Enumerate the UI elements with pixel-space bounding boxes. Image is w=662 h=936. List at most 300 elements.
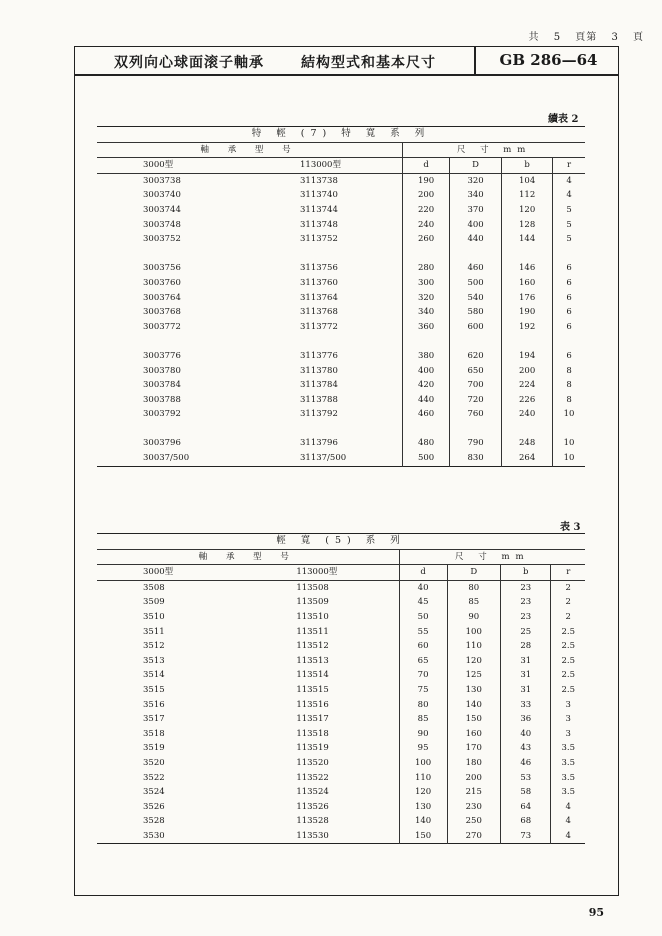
table-cell: 36 [501, 712, 551, 727]
table-cell: 8 [566, 394, 572, 405]
table-cell: 790 [449, 436, 501, 451]
table-cell: 113524 [232, 785, 399, 800]
table-cell: 224 [502, 378, 553, 393]
table-cell: 90 [447, 610, 500, 625]
table-cell: 3522 [143, 772, 165, 783]
table-cell: 3510 [143, 611, 165, 622]
table-cell: 100 [399, 756, 447, 771]
table-cell: 580 [449, 305, 501, 320]
series-title: 特 輕 (7) 特 寬 系 列 [97, 127, 585, 143]
table-cell: 440 [449, 232, 501, 247]
table-cell: 3.5 [561, 743, 575, 754]
table-cell: 120 [447, 654, 500, 669]
table-cell: 4 [566, 190, 572, 201]
table-cell: 3.5 [561, 772, 575, 783]
table-row [97, 232, 585, 247]
table-cell: 3113788 [236, 393, 403, 408]
table-cell: 10 [563, 453, 575, 464]
table-cell: 460 [449, 261, 501, 276]
table-cell: 3515 [143, 684, 165, 695]
table-cell: 176 [502, 291, 553, 306]
table-cell: 2.5 [561, 641, 575, 652]
table-cell: 8 [566, 365, 572, 376]
table-cell: 3528 [143, 816, 165, 827]
table-cell: 180 [447, 756, 500, 771]
group-spacer [97, 247, 585, 262]
table-cell: 226 [502, 393, 553, 408]
table-cell: 90 [399, 727, 447, 742]
table-cell: 440 [403, 393, 450, 408]
column-header: b [501, 565, 551, 581]
table-cell: 40 [399, 580, 447, 595]
page-number: 95 [588, 906, 604, 919]
table-cell: 4 [566, 175, 572, 186]
total-label: 共 [528, 32, 540, 43]
table-row [97, 814, 585, 829]
table-cell: 3003752 [143, 234, 181, 245]
table2-caption: 續表 2 [548, 114, 579, 125]
table-cell: 4 [565, 816, 571, 827]
table-cell: 30037/500 [143, 453, 190, 464]
table-cell: 2.5 [561, 655, 575, 666]
spacer-cell [236, 334, 403, 349]
table-cell: 3003784 [143, 380, 181, 391]
table-cell: 113530 [232, 829, 399, 844]
table-cell: 3511 [143, 626, 165, 637]
table-cell: 160 [447, 727, 500, 742]
table-cell: 200 [447, 771, 500, 786]
table-cell: 112 [502, 188, 553, 203]
table-cell: 2.5 [561, 684, 575, 695]
table-row [97, 218, 585, 233]
table-cell: 370 [449, 203, 501, 218]
spacer-cell [236, 422, 403, 437]
table-cell: 28 [501, 639, 551, 654]
table-cell: 80 [399, 698, 447, 713]
table-cell: 128 [502, 218, 553, 233]
table-cell: 3509 [143, 597, 165, 608]
table-row [97, 683, 585, 698]
table-row [97, 305, 585, 320]
table-row [97, 173, 585, 188]
column-header: 113000型 [236, 158, 403, 174]
table-row [97, 712, 585, 727]
table-cell: 46 [501, 756, 551, 771]
table-cell: 420 [403, 378, 450, 393]
spacer-cell [97, 422, 236, 437]
table-cell: 113508 [232, 580, 399, 595]
table-cell: 700 [449, 378, 501, 393]
table-cell: 3519 [143, 743, 165, 754]
table-cell: 3113760 [236, 276, 403, 291]
table-cell: 380 [403, 349, 450, 364]
table-cell: 3.5 [561, 757, 575, 768]
table-cell: 3113796 [236, 436, 403, 451]
column-header: D [447, 565, 500, 581]
table-cell: 125 [447, 668, 500, 683]
table-cell: 3003756 [143, 263, 181, 274]
table-cell: 3 [565, 714, 571, 725]
table-cell: 10 [563, 438, 575, 449]
table-row [97, 654, 585, 669]
table-cell: 31137/500 [236, 451, 403, 466]
table-cell: 500 [449, 276, 501, 291]
table-cell: 3113784 [236, 378, 403, 393]
table-cell: 240 [502, 407, 553, 422]
series-title: 輕 寬 (5) 系 列 [97, 534, 585, 550]
spacer-cell [502, 334, 553, 349]
table-cell: 120 [399, 785, 447, 800]
spacer-cell [403, 334, 450, 349]
table-cell: 4 [565, 801, 571, 812]
table-cell: 400 [403, 364, 450, 379]
table-cell: 194 [502, 349, 553, 364]
table-cell: 130 [447, 683, 500, 698]
table-cell: 4 [565, 830, 571, 841]
column-header: d [399, 565, 447, 581]
table-cell: 113520 [232, 756, 399, 771]
table-cell: 6 [566, 277, 572, 288]
table-cell: 58 [501, 785, 551, 800]
table-cell: 3113756 [236, 261, 403, 276]
table-cell: 150 [399, 829, 447, 844]
table-cell: 3113792 [236, 407, 403, 422]
table-cell: 360 [403, 320, 450, 335]
table-cell: 113517 [232, 712, 399, 727]
table-cell: 2.5 [561, 670, 575, 681]
table-cell: 340 [449, 188, 501, 203]
table-cell: 2 [565, 611, 571, 622]
table-row [97, 771, 585, 786]
table-cell: 25 [501, 625, 551, 640]
table-cell: 540 [449, 291, 501, 306]
doc-subtitle: 結构型式和基本尺寸 [301, 55, 436, 71]
table-cell: 31 [501, 668, 551, 683]
table-cell: 3003738 [143, 175, 181, 186]
table-cell: 3113776 [236, 349, 403, 364]
dimensions-group: 尺 寸 mm [403, 142, 585, 158]
total-pages: 5 [553, 32, 562, 43]
bearing-type-group: 軸 承 型 号 [97, 142, 403, 158]
table-cell: 43 [501, 741, 551, 756]
table-cell: 230 [447, 800, 500, 815]
series-title-row [97, 534, 585, 550]
spacer-cell [236, 247, 403, 262]
table-cell: 215 [447, 785, 500, 800]
page-suffix: 頁 [633, 32, 644, 43]
table-cell: 113513 [232, 654, 399, 669]
table-cell: 110 [399, 771, 447, 786]
table-cell: 113526 [232, 800, 399, 815]
table-cell: 3512 [143, 641, 165, 652]
table-cell: 8 [566, 380, 572, 391]
table-row [97, 668, 585, 683]
table-cell: 3508 [143, 582, 165, 593]
table-cell: 113528 [232, 814, 399, 829]
spacer-cell [403, 422, 450, 437]
table-cell: 3518 [143, 728, 165, 739]
series-title-row [97, 127, 585, 143]
table-cell: 113511 [232, 625, 399, 640]
table-cell: 650 [449, 364, 501, 379]
table-cell: 3.5 [561, 787, 575, 798]
table-cell: 3003796 [143, 438, 181, 449]
group-spacer [97, 422, 585, 437]
table-cell: 113512 [232, 639, 399, 654]
table-cell: 3003760 [143, 277, 181, 288]
table-cell: 5 [566, 204, 572, 215]
table-cell: 68 [501, 814, 551, 829]
spacer-cell [553, 422, 585, 437]
table-cell: 3526 [143, 801, 165, 812]
spacer-cell [403, 247, 450, 262]
table-cell: 340 [403, 305, 450, 320]
table-row [97, 451, 585, 466]
table-cell: 3003792 [143, 409, 181, 420]
table-cell: 113515 [232, 683, 399, 698]
table-cell: 480 [403, 436, 450, 451]
table-cell: 100 [447, 625, 500, 640]
table-row [97, 188, 585, 203]
table-cell: 3003764 [143, 292, 181, 303]
column-header: 3000型 [97, 158, 236, 174]
table-row [97, 407, 585, 422]
table-row [97, 610, 585, 625]
table3-caption: 表 3 [560, 522, 581, 533]
table-cell: 200 [502, 364, 553, 379]
table-cell: 3113764 [236, 291, 403, 306]
table-row [97, 580, 585, 595]
table-cell: 2 [565, 582, 571, 593]
table-cell: 95 [399, 741, 447, 756]
spacer-cell [97, 247, 236, 262]
table-row [97, 393, 585, 408]
current-page: 3 [611, 32, 619, 43]
table-row [97, 595, 585, 610]
group-spacer [97, 334, 585, 349]
table-cell: 260 [403, 232, 450, 247]
table-row [97, 756, 585, 771]
table-cell: 3003768 [143, 307, 181, 318]
table-row [97, 698, 585, 713]
table-cell: 3513 [143, 655, 165, 666]
table-row [97, 261, 585, 276]
table-cell: 3113744 [236, 203, 403, 218]
column-header: r [553, 158, 585, 174]
table-cell: 620 [449, 349, 501, 364]
table-cell: 113510 [232, 610, 399, 625]
group-header-row [97, 549, 585, 565]
column-header-row [97, 158, 585, 174]
table-cell: 85 [399, 712, 447, 727]
table-cell: 500 [403, 451, 450, 466]
table-row [97, 800, 585, 815]
table-cell: 5 [566, 234, 572, 245]
table-cell: 110 [447, 639, 500, 654]
table-row [97, 741, 585, 756]
table-cell: 192 [502, 320, 553, 335]
table-cell: 3530 [143, 830, 165, 841]
table-cell: 2 [565, 597, 571, 608]
table-cell: 130 [399, 800, 447, 815]
column-header: 113000型 [232, 565, 399, 581]
table-cell: 190 [403, 173, 450, 188]
table-row [97, 727, 585, 742]
spacer-cell [502, 247, 553, 262]
table-cell: 190 [502, 305, 553, 320]
bearing-type-group: 軸 承 型 号 [97, 549, 399, 565]
column-header: D [449, 158, 501, 174]
table-cell: 60 [399, 639, 447, 654]
table-row [97, 364, 585, 379]
table-cell: 3517 [143, 714, 165, 725]
table-cell: 113519 [232, 741, 399, 756]
table-cell: 3003780 [143, 365, 181, 376]
table-cell: 3003788 [143, 394, 181, 405]
table-cell: 320 [449, 173, 501, 188]
table-cell: 140 [447, 698, 500, 713]
table-cell: 220 [403, 203, 450, 218]
column-header-row [97, 565, 585, 581]
table-cell: 23 [501, 610, 551, 625]
table-cell: 3113748 [236, 218, 403, 233]
table-cell: 270 [447, 829, 500, 844]
table-cell: 113522 [232, 771, 399, 786]
table-row [97, 436, 585, 451]
table-cell: 113509 [232, 595, 399, 610]
table-cell: 3113780 [236, 364, 403, 379]
table-cell: 85 [447, 595, 500, 610]
table-cell: 65 [399, 654, 447, 669]
table-cell: 5 [566, 219, 572, 230]
spacer-cell [553, 247, 585, 262]
table-cell: 75 [399, 683, 447, 698]
table-cell: 3 [565, 728, 571, 739]
table-cell: 3003744 [143, 204, 181, 215]
table2 [97, 126, 585, 467]
table-row [97, 785, 585, 800]
table-cell: 3113740 [236, 188, 403, 203]
table-cell: 144 [502, 232, 553, 247]
table-cell: 3524 [143, 787, 165, 798]
table-row [97, 625, 585, 640]
spacer-cell [502, 422, 553, 437]
doc-header [74, 46, 619, 76]
table-cell: 3516 [143, 699, 165, 710]
column-header: d [403, 158, 450, 174]
dimensions-group: 尺 寸 mm [399, 549, 585, 565]
table-cell: 6 [566, 292, 572, 303]
column-header: b [502, 158, 553, 174]
table-cell: 300 [403, 276, 450, 291]
group-header-row [97, 142, 585, 158]
table-cell: 280 [403, 261, 450, 276]
table-cell: 460 [403, 407, 450, 422]
table-cell: 170 [447, 741, 500, 756]
table-cell: 45 [399, 595, 447, 610]
page-info [519, 28, 645, 43]
table-cell: 200 [403, 188, 450, 203]
table-cell: 50 [399, 610, 447, 625]
table-cell: 760 [449, 407, 501, 422]
table-cell: 6 [566, 307, 572, 318]
spacer-cell [449, 334, 501, 349]
column-header: 3000型 [97, 565, 232, 581]
table-cell: 113516 [232, 698, 399, 713]
table-cell: 240 [403, 218, 450, 233]
table-cell: 55 [399, 625, 447, 640]
spacer-cell [449, 422, 501, 437]
table-cell: 320 [403, 291, 450, 306]
table-cell: 3003776 [143, 350, 181, 361]
table-cell: 6 [566, 350, 572, 361]
table-cell: 830 [449, 451, 501, 466]
table-cell: 2.5 [561, 626, 575, 637]
table-cell: 264 [502, 451, 553, 466]
table-cell: 3113768 [236, 305, 403, 320]
table-cell: 64 [501, 800, 551, 815]
table-cell: 146 [502, 261, 553, 276]
table-row [97, 203, 585, 218]
table-cell: 73 [501, 829, 551, 844]
table-cell: 33 [501, 698, 551, 713]
table-cell: 40 [501, 727, 551, 742]
table-cell: 104 [502, 173, 553, 188]
table-cell: 600 [449, 320, 501, 335]
doc-title: 双列向心球面滚子軸承 [114, 55, 264, 71]
table-cell: 3003772 [143, 321, 181, 332]
table-row [97, 276, 585, 291]
table3 [97, 533, 585, 844]
spacer-cell [97, 334, 236, 349]
table-cell: 250 [447, 814, 500, 829]
table-row [97, 829, 585, 844]
table-cell: 3113772 [236, 320, 403, 335]
table-cell: 113514 [232, 668, 399, 683]
table-cell: 248 [502, 436, 553, 451]
table-cell: 6 [566, 263, 572, 274]
table-cell: 23 [501, 580, 551, 595]
page-label: 頁第 [575, 32, 598, 43]
table-cell: 3520 [143, 757, 165, 768]
standard-number: GB 286—64 [474, 46, 621, 74]
table-cell: 3514 [143, 670, 165, 681]
table-cell: 720 [449, 393, 501, 408]
table-cell: 113518 [232, 727, 399, 742]
table-row [97, 639, 585, 654]
table-cell: 3113738 [236, 173, 403, 188]
table-cell: 80 [447, 580, 500, 595]
table-cell: 31 [501, 683, 551, 698]
table-cell: 70 [399, 668, 447, 683]
table-cell: 10 [563, 409, 575, 420]
table-cell: 3003740 [143, 190, 181, 201]
table-row [97, 378, 585, 393]
table-cell: 140 [399, 814, 447, 829]
table-cell: 150 [447, 712, 500, 727]
table-cell: 3 [565, 699, 571, 710]
table-cell: 6 [566, 321, 572, 332]
table-cell: 3113752 [236, 232, 403, 247]
table-row [97, 320, 585, 335]
table-cell: 3003748 [143, 219, 181, 230]
table-row [97, 349, 585, 364]
table-cell: 160 [502, 276, 553, 291]
spacer-cell [553, 334, 585, 349]
column-header: r [551, 565, 585, 581]
table-cell: 120 [502, 203, 553, 218]
table-cell: 400 [449, 218, 501, 233]
